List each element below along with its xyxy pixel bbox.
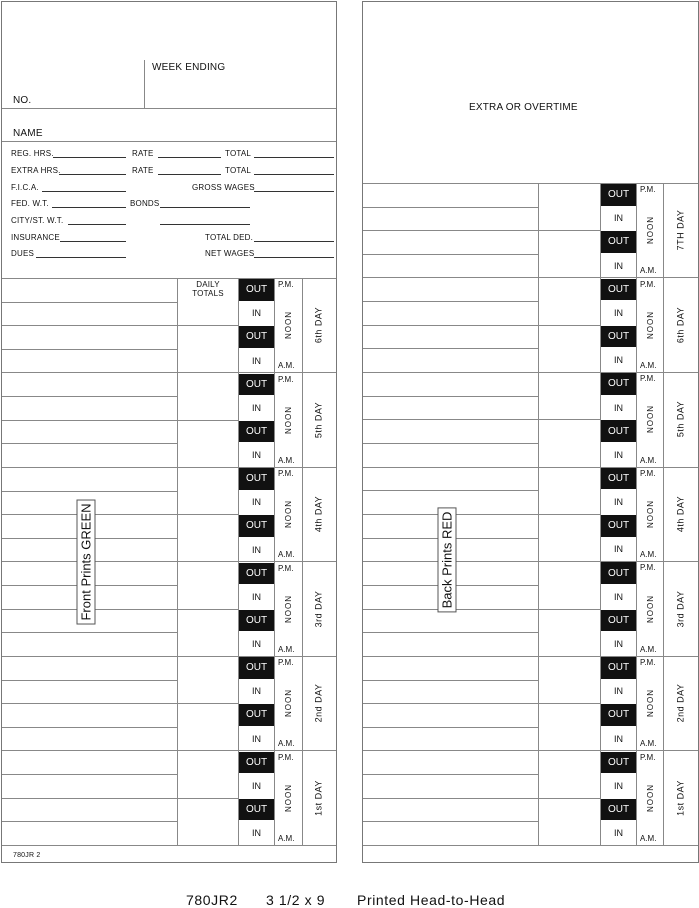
front-card bbox=[1, 1, 337, 863]
pm-label: P.M. bbox=[640, 468, 656, 478]
fica-label: F.I.C.A. bbox=[11, 183, 39, 192]
punch-in-box: IN bbox=[614, 307, 623, 318]
punch-out-box: OUT bbox=[601, 704, 636, 726]
day-label: 4th DAY bbox=[675, 495, 685, 533]
punch-in-box: IN bbox=[614, 591, 623, 602]
punch-out-box: OUT bbox=[601, 231, 636, 253]
caption-size: 3 1/2 x 9 bbox=[266, 892, 326, 908]
punch-out-box: OUT bbox=[601, 799, 636, 821]
noon-label: NOON bbox=[646, 310, 655, 339]
bonds-label: BONDS bbox=[130, 199, 160, 208]
punch-in-box: IN bbox=[252, 497, 261, 508]
form-code: 780JR 2 bbox=[13, 852, 41, 859]
reg-hrs-label: REG. HRS. bbox=[11, 149, 54, 158]
punch-out-box: OUT bbox=[601, 420, 636, 442]
fed-wt-label: FED. W.T. bbox=[11, 199, 49, 208]
punch-out-box: OUT bbox=[601, 752, 636, 774]
punch-out-box: OUT bbox=[239, 279, 274, 301]
noon-label: NOON bbox=[284, 405, 293, 434]
am-label: A.M. bbox=[278, 455, 295, 465]
punch-in-box: IN bbox=[252, 733, 261, 744]
punch-in-box: IN bbox=[252, 402, 261, 413]
punch-in-box: IN bbox=[252, 591, 261, 602]
day-label: 2nd DAY bbox=[313, 683, 324, 723]
rate-label: RATE bbox=[132, 166, 154, 175]
noon-label: NOON bbox=[284, 311, 293, 340]
punch-out-box: OUT bbox=[239, 421, 274, 443]
day-label: 5th DAY bbox=[675, 401, 685, 438]
punch-in-box: IN bbox=[252, 308, 261, 319]
punch-out-box: OUT bbox=[239, 752, 274, 774]
am-label: A.M. bbox=[640, 834, 657, 843]
noon-label: NOON bbox=[646, 594, 655, 623]
punch-out-box: OUT bbox=[601, 184, 636, 206]
punch-out-box: OUT bbox=[601, 373, 636, 395]
punch-in-box: IN bbox=[614, 733, 623, 744]
day-label: 5th DAY bbox=[313, 401, 324, 438]
pm-label: P.M. bbox=[640, 752, 656, 762]
daily-totals-label: DAILY TOTALS bbox=[192, 280, 224, 298]
noon-label: NOON bbox=[646, 689, 655, 718]
caption-note: Printed Head-to-Head bbox=[357, 892, 506, 908]
punch-in-box: IN bbox=[614, 449, 623, 460]
am-label: A.M. bbox=[278, 361, 295, 371]
noon-label: NOON bbox=[284, 783, 293, 812]
rate-label: RATE bbox=[132, 149, 154, 158]
noon-label: NOON bbox=[646, 216, 655, 245]
punch-out-box: OUT bbox=[239, 326, 274, 348]
noon-label: NOON bbox=[284, 594, 293, 623]
city-st-wt-label: CITY/ST. W.T. bbox=[11, 216, 64, 225]
am-label: A.M. bbox=[640, 739, 657, 749]
pm-label: P.M. bbox=[278, 469, 294, 478]
punch-in-box: IN bbox=[614, 686, 623, 697]
pm-label: P.M. bbox=[640, 658, 656, 667]
am-label: A.M. bbox=[278, 833, 295, 843]
pm-label: P.M. bbox=[278, 374, 294, 384]
punch-in-box: IN bbox=[614, 402, 623, 413]
punch-out-box: OUT bbox=[601, 468, 636, 490]
punch-out-box: OUT bbox=[601, 610, 636, 632]
punch-in-box: IN bbox=[252, 355, 261, 366]
pm-label: P.M. bbox=[278, 658, 294, 667]
pm-label: P.M. bbox=[640, 563, 656, 573]
extra-hrs-label: EXTRA HRS. bbox=[11, 166, 61, 175]
back-card bbox=[362, 1, 699, 863]
noon-label: NOON bbox=[284, 500, 293, 529]
punch-out-box: OUT bbox=[601, 326, 636, 348]
punch-in-box: IN bbox=[614, 355, 623, 366]
am-label: A.M. bbox=[640, 550, 657, 560]
am-label: A.M. bbox=[640, 361, 657, 370]
total-ded-label: TOTAL DED. bbox=[205, 233, 254, 242]
pm-label: P.M. bbox=[278, 752, 294, 762]
punch-in-box: IN bbox=[614, 213, 623, 224]
am-label: A.M. bbox=[278, 550, 295, 560]
punch-out-box: OUT bbox=[239, 563, 274, 585]
punch-out-box: OUT bbox=[239, 799, 274, 821]
card-number-label: NO. bbox=[13, 95, 32, 106]
punch-out-box: OUT bbox=[239, 610, 274, 632]
punch-out-box: OUT bbox=[601, 562, 636, 584]
punch-in-box: IN bbox=[252, 780, 261, 791]
punch-out-box: OUT bbox=[239, 468, 274, 490]
noon-label: NOON bbox=[646, 783, 655, 812]
day-label: 6th DAY bbox=[313, 307, 324, 344]
am-label: A.M. bbox=[640, 266, 657, 276]
pm-label: P.M. bbox=[278, 563, 294, 573]
punch-in-box: IN bbox=[252, 686, 261, 697]
gross-wages-label: GROSS WAGES bbox=[192, 183, 255, 192]
punch-in-box: IN bbox=[614, 544, 623, 555]
punch-in-box: IN bbox=[614, 828, 623, 839]
am-label: A.M. bbox=[278, 739, 295, 749]
am-label: A.M. bbox=[640, 455, 657, 465]
day-label: 7TH DAY bbox=[675, 209, 685, 251]
day-label: 1st DAY bbox=[313, 779, 324, 816]
punch-in-box: IN bbox=[252, 828, 261, 839]
punch-out-box: OUT bbox=[239, 704, 274, 726]
punch-in-box: IN bbox=[614, 780, 623, 791]
pm-label: P.M. bbox=[278, 280, 294, 289]
day-label: 3rd DAY bbox=[313, 590, 324, 628]
punch-out-box: OUT bbox=[601, 279, 636, 301]
net-wages-label: NET WAGES bbox=[205, 249, 255, 258]
noon-label: NOON bbox=[646, 405, 655, 434]
punch-out-box: OUT bbox=[239, 374, 274, 396]
punch-in-box: IN bbox=[252, 639, 261, 650]
day-label: 3rd DAY bbox=[675, 590, 685, 628]
noon-label: NOON bbox=[284, 689, 293, 718]
punch-in-box: IN bbox=[252, 450, 261, 461]
insurance-label: INSURANCE bbox=[11, 233, 60, 242]
total-label: TOTAL bbox=[225, 166, 252, 175]
punch-out-box: OUT bbox=[601, 515, 636, 537]
pm-label: P.M. bbox=[640, 374, 656, 384]
punch-in-box: IN bbox=[614, 497, 623, 508]
pm-label: P.M. bbox=[640, 185, 656, 194]
total-label: TOTAL bbox=[225, 149, 252, 158]
punch-out-box: OUT bbox=[601, 657, 636, 679]
caption-model: 780JR2 bbox=[186, 892, 238, 908]
punch-in-box: IN bbox=[614, 638, 623, 649]
day-label: 2nd DAY bbox=[675, 683, 685, 723]
extra-overtime-label: EXTRA OR OVERTIME bbox=[469, 102, 578, 113]
front-prints-green-label: Front Prints GREEN bbox=[77, 499, 96, 624]
day-label: 6th DAY bbox=[675, 306, 685, 343]
punch-in-box: IN bbox=[252, 544, 261, 555]
punch-out-box: OUT bbox=[239, 515, 274, 537]
week-ending-label: WEEK ENDING bbox=[152, 62, 226, 73]
day-label: 4th DAY bbox=[313, 496, 324, 533]
punch-out-box: OUT bbox=[239, 657, 274, 679]
am-label: A.M. bbox=[640, 644, 657, 654]
back-prints-red-label: Back Prints RED bbox=[438, 508, 457, 613]
day-label: 1st DAY bbox=[675, 779, 685, 816]
pm-label: P.M. bbox=[640, 279, 656, 289]
dues-label: DUES bbox=[11, 249, 35, 258]
punch-in-box: IN bbox=[614, 260, 623, 271]
name-label: NAME bbox=[13, 128, 43, 139]
noon-label: NOON bbox=[646, 500, 655, 528]
am-label: A.M. bbox=[278, 644, 295, 654]
